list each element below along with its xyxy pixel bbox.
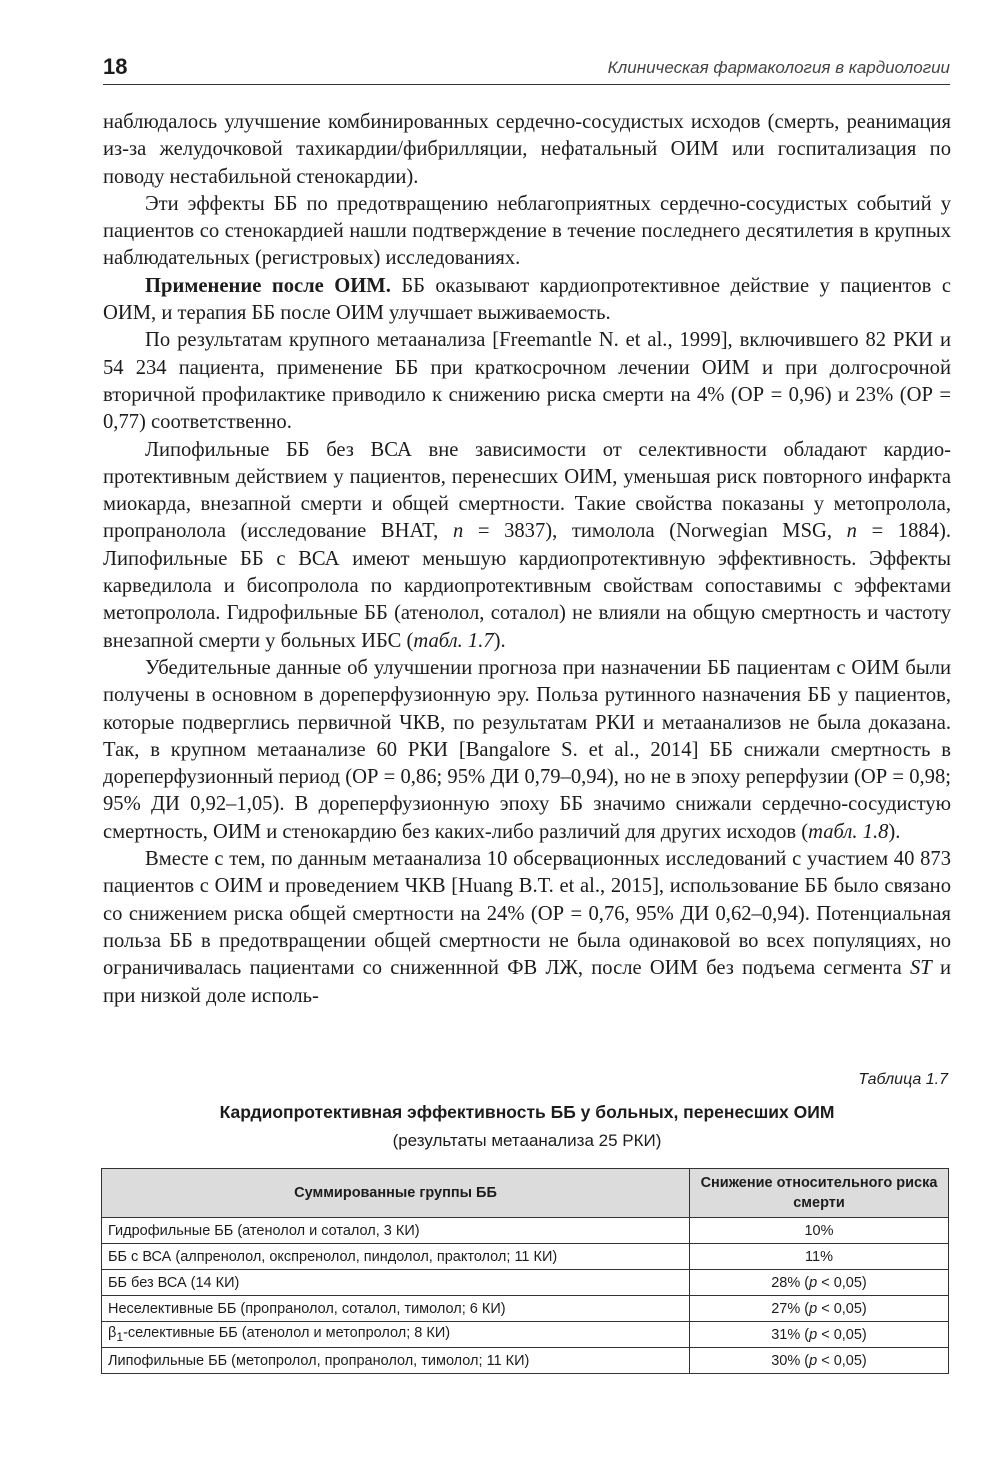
table-cell-value <box>690 1348 949 1374</box>
running-title: Клиническая фармакология в кардиологии <box>607 58 950 77</box>
italic-p: p <box>809 1300 818 1317</box>
page-number: 18 <box>103 54 128 79</box>
table-cell-value <box>690 1270 949 1296</box>
table-row <box>102 1322 949 1348</box>
table-cell-value <box>690 1322 949 1348</box>
group-text: -селективные ББ (атенолол и метопролол; 8 КИ) <box>123 1325 451 1342</box>
paragraph-1 <box>103 109 951 191</box>
value-number: 31% ( <box>771 1326 810 1343</box>
paragraph-3-text: ББ оказывают кардиопротективное действие у пациентов с ОИМ, и терапия ББ после ОИМ улучшает выживаемость. <box>103 274 951 325</box>
value-number: 30% ( <box>771 1352 810 1369</box>
table-cell-group: ББ с ВСА (алпренолол, окспренолол, пиндолол, практолол; 11 КИ) <box>102 1244 690 1270</box>
table-row <box>102 1270 949 1296</box>
beta-symbol: β <box>108 1325 117 1342</box>
table-cell-value: 11% <box>690 1244 949 1270</box>
data-table <box>101 1168 949 1374</box>
table-reference: табл. 1.7 <box>413 629 494 652</box>
table-cell-group: Неселективные ББ (пропранолол, соталол, тимолол; 6 КИ) <box>102 1296 690 1322</box>
table-header-row <box>102 1169 949 1218</box>
table-caption: Таблица 1.7 <box>858 1071 948 1088</box>
value-significance: < 0,05) <box>817 1352 867 1369</box>
table-cell-group: Липофильные ББ (метопролол, пропранолол, тимолол; 11 КИ) <box>102 1348 690 1374</box>
body-text <box>103 109 951 1010</box>
paragraph-6 <box>103 655 951 846</box>
table-cell-group: ББ без ВСА (14 КИ) <box>102 1270 690 1296</box>
table-cell-group <box>102 1322 690 1348</box>
table-row <box>102 1244 949 1270</box>
table-cell-group: Гидрофильные ББ (атенолол и соталол, 3 КИ) <box>102 1218 690 1244</box>
paragraph-5-text-b: = 3837), тимолола (Norwegian MSG, <box>463 520 847 543</box>
italic-p: p <box>809 1274 818 1291</box>
table-reference: табл. 1.8 <box>808 820 889 843</box>
value-significance: < 0,05) <box>817 1300 867 1317</box>
paragraph-3 <box>103 273 951 328</box>
table-title: Кардиопротективная эффективность ББ у больных, перенесших ОИМ <box>219 1102 835 1122</box>
paragraph-2-text: Эти эффекты ББ по предотвращению неблагоприятных сердечно-сосудистых событий у пациентов со стенокардией нашли подтверждение в течение последнего десятилетия в крупных наблюдательных (регистровых) исследованиях. <box>103 192 951 270</box>
column-header-risk-reduction: Снижение относительного риска смерти <box>690 1169 949 1218</box>
value-number: 28% ( <box>771 1274 810 1291</box>
paragraph-5-text-c: = 1884). Липофильные ББ с ВСА имеют меньшую кардиопротективную эффективность. Эффекты карведилола и бисопролола по кардиопротективным свойствам сопоставимы с эффектами метопролола. Гидрофильные ББ (атенолол, соталол) не влияли на общую смертность и частоту внезапной смерти у больных ИБС ( <box>103 520 951 652</box>
paragraph-6-text: Убедительные данные об улучшении прогноза при назначении ББ пациентам с ОИМ были получены в основном в дореперфузионную эру. Польза рутинного назначения ББ у пациентов, которые подверглись первичной ЧКВ, по результатам РКИ и метаанализов не была доказана. Так, в крупном метаанализе 60 РКИ [Bangalore S. et al., 2014] ББ снижали смертность в дореперфузионный период (ОР = 0,86; 95% ДИ 0,79–0,94), но не в эпоху реперфузии (ОР = 0,98; 95% ДИ 0,92–1,05). В дореперфузионную эпоху ББ значимо снижали сердечно-сосудистую смертность, ОИМ и стенокардию без каких-либо различий для других исходов ( <box>103 656 951 843</box>
value-significance: < 0,05) <box>817 1326 867 1343</box>
paragraph-5-end: ). <box>493 629 506 652</box>
value-number: 27% ( <box>771 1300 810 1317</box>
paragraph-7 <box>103 846 951 1010</box>
column-header-groups: Суммированные группы ББ <box>102 1169 690 1218</box>
italic-p: p <box>809 1352 818 1369</box>
table-subtitle: (результаты метаанализа 25 РКИ) <box>392 1131 662 1150</box>
italic-n: n <box>846 520 857 543</box>
section-heading-inline: Применение после ОИМ. <box>145 274 391 297</box>
paragraph-7-text-a: Вместе с тем, по данным метаанализа 10 обсервационных исследований с участием 40 873 пациентов с ОИМ и проведением ЧКВ [Huang B.T. et al., 2015], использование ББ было связано со снижением риска общей смертности на 24% (ОР = 0,76, 95% ДИ 0,62–0,94). Потенциальная польза ББ в предотвращении общей смертности не была одинаковой во всех популяциях, но ограничивалась пациентами со сниженнной ФВ ЛЖ, после ОИМ без подъема сегмента <box>103 848 951 980</box>
paragraph-5-text-a: Липофильные ББ без ВСА вне зависимости от селективности обладают кардиопротективным действием у пациентов, перенесших ОИМ, уменьшая риск повторного инфаркта миокарда, внезапной смерти и общей смертности. Такие свойства показаны у метопролола, пропранолола (исследование BHAT, <box>103 438 951 543</box>
table-cell-value: 10% <box>690 1218 949 1244</box>
paragraph-4-text: По результатам крупного метаанализа [Freemantle N. et al., 1999], включившего 82 РКИ и 54 234 пациента, применение ББ при краткосрочном лечении ОИМ и при долгосрочной вторичной профилактике приводило к снижению риска смерти на 4% (ОР = 0,96) и 23% (ОР = 0,77) соответственно. <box>103 329 951 434</box>
paragraph-5 <box>103 437 951 655</box>
table-cell-value <box>690 1296 949 1322</box>
paragraph-6-end: ). <box>888 820 901 843</box>
paragraph-2 <box>103 191 951 273</box>
value-significance: < 0,05) <box>817 1274 867 1291</box>
page-header <box>103 50 950 85</box>
paragraph-7-text-b: и при низкой доле исполь- <box>103 957 951 1007</box>
italic-st: ST <box>909 957 932 980</box>
paragraph-1-text: наблюдалось улучшение комбинированных сердечно-сосудистых исходов (смерть, реанимация из-за желудочковой тахикардии/фибрилляции, нефатальный ОИМ или госпитализация по поводу нестабильной стенокардии). <box>103 111 951 188</box>
italic-p: p <box>809 1326 818 1343</box>
table-row <box>102 1348 949 1374</box>
paragraph-4 <box>103 327 951 436</box>
italic-n: n <box>452 520 464 543</box>
table-row <box>102 1218 949 1244</box>
table-row <box>102 1296 949 1322</box>
beta-subscript: 1 <box>116 1329 124 1344</box>
